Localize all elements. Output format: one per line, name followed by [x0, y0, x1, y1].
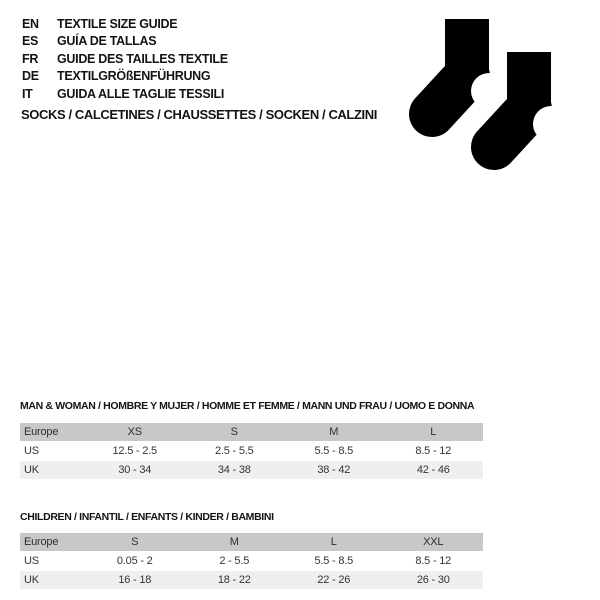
- language-label: GUÍA DE TALLAS: [57, 34, 157, 49]
- children-size-table: [20, 533, 483, 590]
- column-header-size: S: [131, 536, 139, 548]
- region-label: US: [24, 555, 39, 567]
- region-label: UK: [24, 464, 39, 476]
- column-header-region: Europe: [24, 536, 59, 548]
- category-heading: SOCKS / CALCETINES / CHAUSSETTES / SOCKEN / CALZINI: [21, 107, 377, 122]
- column-header-size: M: [329, 426, 339, 438]
- size-value: 16 - 18: [118, 574, 152, 586]
- language-label: TEXTILGRÖßENFÜHRUNG: [57, 69, 211, 84]
- size-value: 2 - 5.5: [219, 555, 250, 567]
- language-row-it: [22, 85, 228, 103]
- language-code: EN: [22, 16, 39, 31]
- column-header-region: Europe: [24, 426, 59, 438]
- man-woman-size-table: [20, 423, 483, 480]
- children-table-title: CHILDREN / INFANTIL / ENFANTS / KINDER / BAMBINI: [20, 511, 274, 523]
- language-label: GUIDA ALLE TAGLIE TESSILI: [57, 86, 225, 101]
- size-value: 2.5 - 5.5: [214, 445, 254, 457]
- table-row-us: [20, 552, 483, 571]
- man-woman-table-title: MAN & WOMAN / HOMBRE Y MUJER / HOMME ET FEMME / MANN UND FRAU / UOMO E DONNA: [20, 400, 475, 412]
- column-header-size: L: [430, 426, 437, 438]
- column-header-size: M: [229, 536, 239, 548]
- language-list: [22, 15, 228, 103]
- language-row-fr: [22, 50, 228, 68]
- language-code: IT: [22, 86, 33, 101]
- table-header-row: [20, 423, 483, 442]
- language-label: GUIDE DES TAILLES TEXTILE: [57, 51, 228, 66]
- size-value: 5.5 - 8.5: [314, 555, 354, 567]
- sock-right: [494, 52, 569, 147]
- language-row-es: [22, 33, 228, 51]
- region-label: UK: [24, 574, 39, 586]
- size-value: 0.05 - 2: [116, 555, 153, 567]
- size-value: 8.5 - 12: [415, 555, 452, 567]
- table-row-uk: [20, 461, 483, 480]
- language-code: ES: [22, 34, 39, 49]
- region-label: US: [24, 445, 39, 457]
- language-row-de: [22, 68, 228, 86]
- size-value: 34 - 38: [217, 464, 251, 476]
- size-value: 18 - 22: [217, 574, 251, 586]
- size-value: 22 - 26: [317, 574, 351, 586]
- sock-left: [432, 19, 507, 114]
- column-header-size: S: [230, 426, 238, 438]
- table-row-us: [20, 442, 483, 461]
- size-value: 8.5 - 12: [415, 445, 452, 457]
- size-value: 5.5 - 8.5: [314, 445, 354, 457]
- size-value: 30 - 34: [118, 464, 152, 476]
- size-value: 12.5 - 2.5: [112, 445, 157, 457]
- column-header-size: XXL: [423, 536, 444, 548]
- socks-icon: [404, 10, 570, 182]
- column-header-size: XS: [127, 426, 142, 438]
- size-value: 38 - 42: [317, 464, 351, 476]
- language-row-en: [22, 15, 228, 33]
- size-value: 26 - 30: [416, 574, 450, 586]
- table-row-uk: [20, 571, 483, 590]
- size-value: 42 - 46: [416, 464, 450, 476]
- table-header-row: [20, 533, 483, 552]
- language-label: TEXTILE SIZE GUIDE: [57, 16, 178, 31]
- column-header-size: L: [330, 536, 337, 548]
- language-code: FR: [22, 51, 39, 66]
- language-code: DE: [22, 69, 39, 84]
